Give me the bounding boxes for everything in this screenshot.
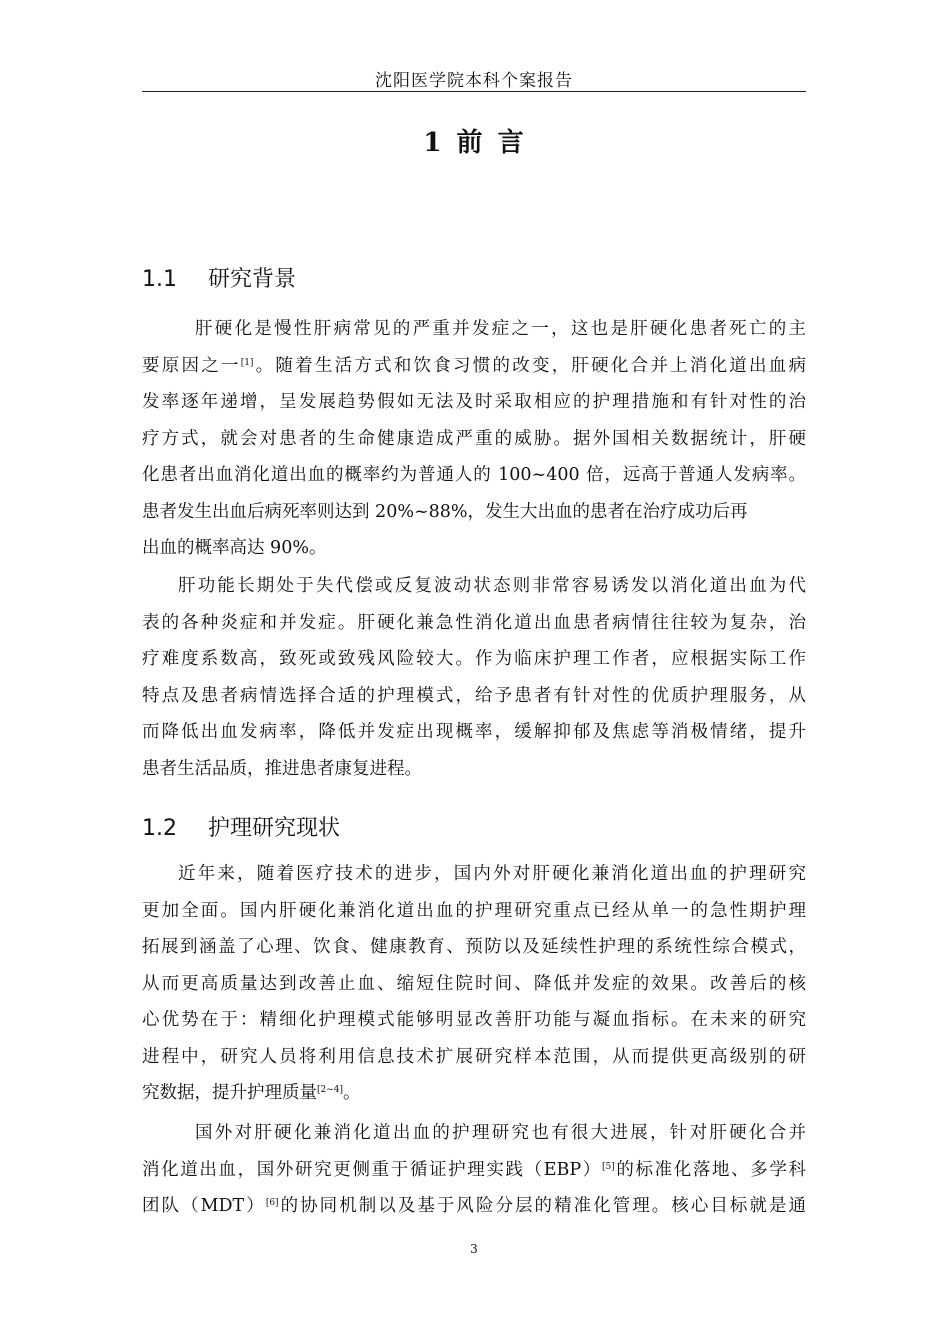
text-line: 消化道出血，国外研究更侧重于循证护理实践（EBP）[5]的标准化落地、多学科 [142,1159,806,1180]
chapter-title: 1 前 言 [423,128,525,158]
section-number: 1.1 [142,267,177,292]
paragraph-1-1-b [142,568,806,787]
text-line: 要原因之一[1]。随着生活方式和饮食习惯的改变，肝硬化合并上消化道出血病 [142,355,807,376]
section-heading-1-2 [142,811,340,842]
paragraph-1-2-b [142,1115,806,1225]
page-number: 3 [470,1242,478,1256]
text-line: 患者生活品质，推进患者康复进程。 [142,758,422,779]
text-line: 而降低出血发病率，降低并发症出现概率，缓解抑郁及焦虑等消极情绪，提升 [142,722,806,742]
paragraph-1-1-a [142,311,806,567]
section-number: 1.2 [142,816,177,841]
running-header: 沈阳医学院本科个案报告 [375,71,573,91]
section-title: 护理研究现状 [208,816,341,841]
text-line: 拓展到涵盖了心理、饮食、健康教育、预防以及延续性护理的系统性综合模式， [142,937,806,957]
text-line: 特点及患者病情选择合适的护理模式，给予患者有针对性的优质护理服务，从 [142,685,806,706]
text-line: 发率逐年递增，呈发展趋势假如无法及时采取相应的护理措施和有针对性的治 [142,392,806,412]
paragraph-1-2-a [142,856,806,1112]
text-line: 从而更高质量达到改善止血、缩短住院时间、降低并发症的效果。改善后的核 [142,973,806,994]
text-line: 疗方式，就会对患者的生命健康造成严重的威胁。据外国相关数据统计，肝硬 [142,428,806,449]
citation: [1] [240,357,254,368]
citation: [2~4] [317,1085,344,1095]
citation: [5] [601,1161,615,1172]
text-line: 肝功能长期处于失代偿或反复波动状态则非常容易诱发以消化道出血为代 [178,576,806,596]
text-line: 肝硬化是慢性肝病常见的严重并发症之一，这也是肝硬化患者死亡的主 [195,319,806,339]
section-title: 研究背景 [208,267,297,292]
citation: [6] [265,1198,279,1208]
text-line: 化患者出血消化道出血的概率约为普通人的 100~400 倍，远高于普通人发病率。 [142,465,806,485]
text-line: 进程中，研究人员将利用信息技术扩展研究样本范围，从而提供更高级别的研 [142,1046,806,1067]
text-line: 患者发生出血后病死率则达到 20%~88%，发生大出血的患者在治疗成功后再 [142,501,748,522]
text-line: 团队（MDT）[6]的协同机制以及基于风险分层的精准化管理。核心目标就是通 [142,1196,807,1216]
text-line: 表的各种炎症和并发症。肝硬化兼急性消化道出血患者病情往往较为复杂，治 [142,612,806,633]
header-rule [142,91,806,92]
text-line: 究数据，提升护理质量[2~4]。 [142,1083,361,1103]
section-heading-1-1 [142,262,296,293]
text-line: 疗难度系数高，致死或致残风险较大。作为临床护理工作者，应根据实际工作 [142,649,806,669]
text-line: 心优势在于：精细化护理模式能够明显改善肝功能与凝血指标。在未来的研究 [142,1010,806,1030]
text-line: 国外对肝硬化兼消化道出血的护理研究也有很大进展，针对肝硬化合并 [195,1123,806,1143]
text-line: 出血的概率高达 90%。 [142,538,327,558]
text-line: 近年来，随着医疗技术的进步，国内外对肝硬化兼消化道出血的护理研究 [178,864,806,884]
text-line: 更加全面。国内肝硬化兼消化道出血的护理研究重点已经从单一的急性期护理 [142,900,806,921]
